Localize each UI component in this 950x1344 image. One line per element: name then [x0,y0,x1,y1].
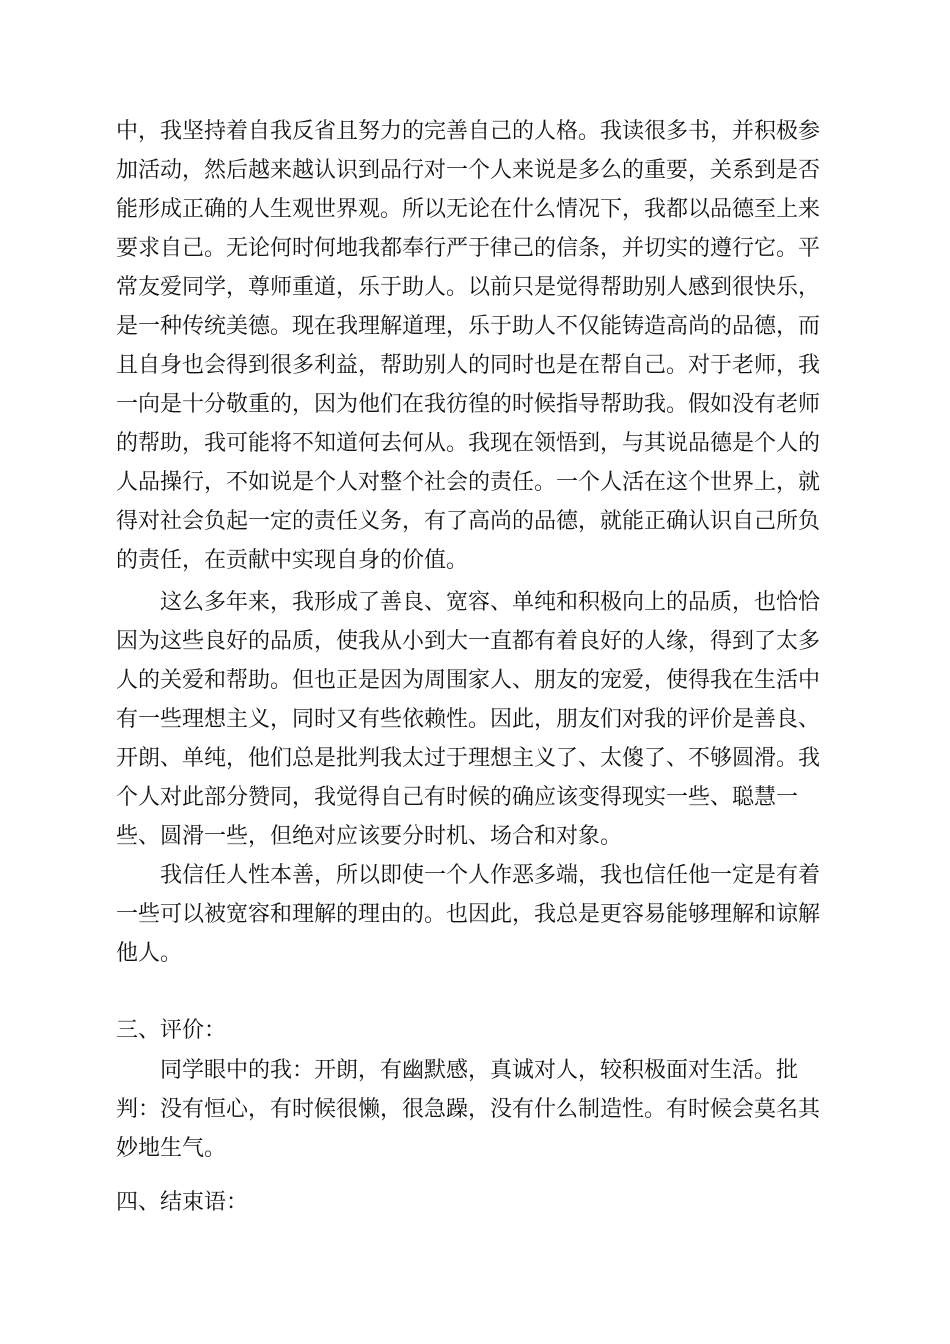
text-line: 是一种传统美德。现在我理解道理，乐于助人不仅能铸造高尚的品德，而 [116,314,821,339]
text-line: 这么多年来，我形成了善良、宽容、单纯和积极向上的品质，也恰恰 [160,590,821,615]
text-line: 且自身也会得到很多利益，帮助别人的同时也是在帮自己。对于老师，我 [116,353,821,378]
text-line: 因为这些良好的品质，使我从小到大一直都有着良好的人缘，得到了太多 [116,629,821,654]
text-line: 我信任人性本善，所以即使一个人作恶多端，我也信任他一定是有着 [160,863,821,888]
text-line: 常友爱同学，尊师重道，乐于助人。以前只是觉得帮助别人感到很快乐， [116,275,821,300]
text-line: 要求自己。无论何时何地我都奉行严于律己的信条，并切实的遵行它。平 [116,236,821,261]
text-line: 能形成正确的人生观世界观。所以无论在什么情况下，我都以品德至上来 [116,197,821,222]
text-line: 一向是十分敬重的，因为他们在我彷徨的时候指导帮助我。假如没有老师 [116,392,821,417]
heading-text: 三、评价： [116,1018,227,1043]
text-line: 开朗、单纯，他们总是批判我太过于理想主义了、太傻了、不够圆滑。我 [116,746,821,771]
text-line: 中，我坚持着自我反省且努力的完善自己的人格。我读很多书，并积极参 [116,119,821,144]
text-line: 同学眼中的我：开朗，有幽默感，真诚对人，较积极面对生活。批 [160,1058,799,1083]
text-line: 的帮助，我可能将不知道何去何从。我现在领悟到，与其说品德是个人的 [116,431,821,456]
text-line: 人的关爱和帮助。但也正是因为周围家人、朋友的宠爱，使得我在生活中 [116,668,821,693]
paragraph-character [116,112,836,580]
text-line: 个人对此部分赞同，我觉得自己有时候的确应该变得现实一些、聪慧一 [116,785,799,810]
section-heading-evaluation [116,1011,836,1050]
paragraph-evaluation [116,1051,836,1168]
paragraph-human-nature [116,856,836,973]
text-line: 人品操行，不如说是个人对整个社会的责任。一个人活在这个世界上，就 [116,470,821,495]
text-line: 一些可以被宽容和理解的理由的。也因此，我总是更容易能够理解和谅解 [116,902,821,927]
section-heading-conclusion [116,1183,836,1222]
text-line: 有一些理想主义，同时又有些依赖性。因此，朋友们对我的评价是善良、 [116,707,821,732]
text-line: 判：没有恒心，有时候很懒，很急躁，没有什么制造性。有时候会莫名其 [116,1097,821,1122]
text-line: 他人。 [116,941,183,966]
heading-text: 四、结束语： [116,1190,249,1215]
text-line: 的责任，在贡献中实现自身的价值。 [116,548,469,573]
paragraph-qualities [116,583,836,856]
text-line: 加活动，然后越来越认识到品行对一个人来说是多么的重要，关系到是否 [116,158,821,183]
text-line: 妙地生气。 [116,1136,227,1161]
text-line: 得对社会负起一定的责任义务，有了高尚的品德，就能正确认识自己所负 [116,509,821,534]
text-line: 些、圆滑一些，但绝对应该要分时机、场合和对象。 [116,824,623,849]
